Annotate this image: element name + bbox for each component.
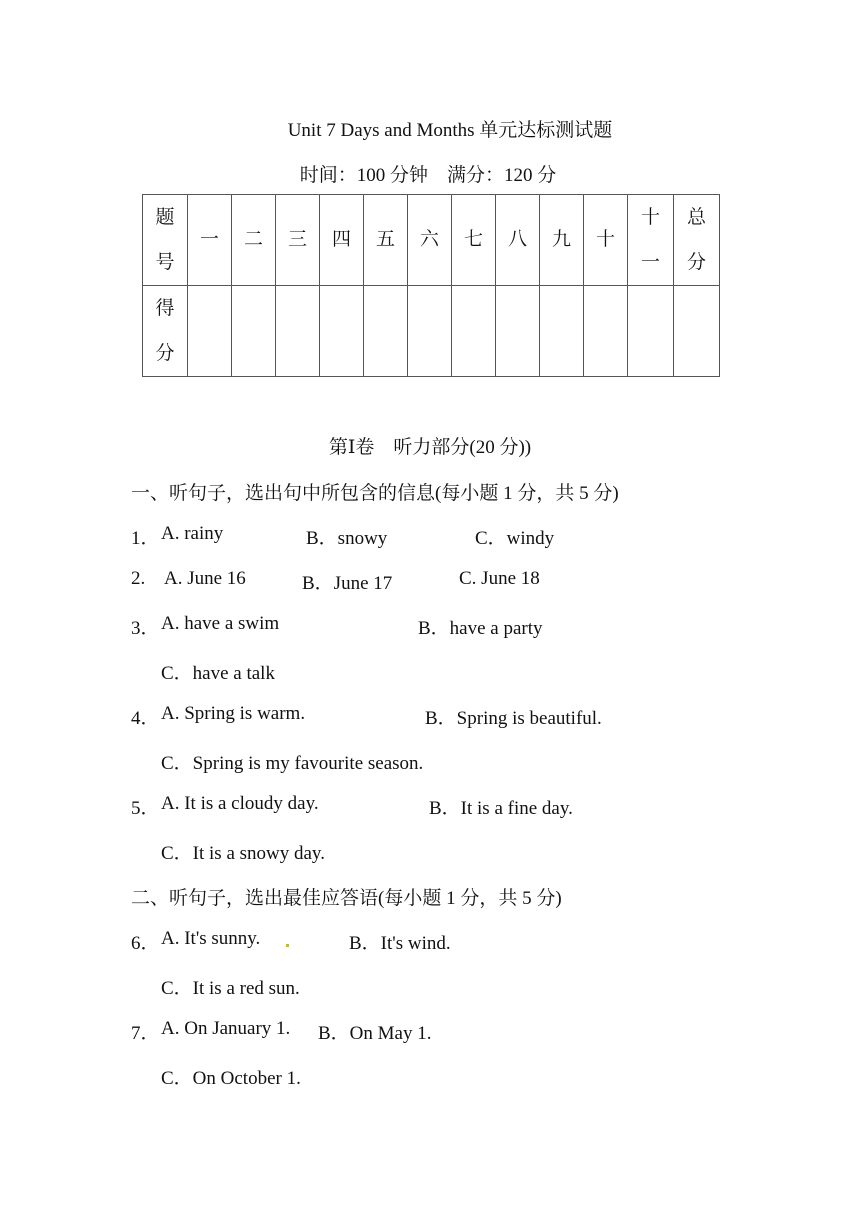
score-cell[interactable] bbox=[628, 286, 674, 377]
column-header: 三 bbox=[276, 195, 320, 286]
question-number: 5． bbox=[131, 798, 160, 819]
option-c: C．Spring is my favourite season. bbox=[161, 753, 424, 774]
option-a: A. On January 1. bbox=[161, 1018, 291, 1039]
option-a: A. have a swim bbox=[161, 613, 280, 634]
section-title: 第Ⅰ卷 听力部分(20 分)) bbox=[328, 437, 532, 458]
column-header: 一 bbox=[188, 195, 232, 286]
option-b: B．snowy bbox=[306, 528, 388, 549]
score-cell[interactable] bbox=[188, 286, 232, 377]
table-row bbox=[143, 195, 720, 286]
column-header: 七 bbox=[452, 195, 496, 286]
question-number: 2. bbox=[131, 568, 146, 589]
row-label-cell bbox=[143, 286, 188, 377]
table-row bbox=[143, 286, 720, 377]
option-b: B．have a party bbox=[418, 618, 543, 639]
column-header-total bbox=[674, 195, 720, 286]
cell-char: 一 bbox=[640, 252, 660, 273]
column-header: 十 bbox=[584, 195, 628, 286]
option-b: B．It's wind. bbox=[349, 933, 451, 954]
option-a: A. rainy bbox=[161, 523, 224, 544]
cell-char: 十 bbox=[640, 207, 660, 228]
column-header: 五 bbox=[364, 195, 408, 286]
option-a: A. June 16 bbox=[164, 568, 246, 589]
option-c: C．On October 1. bbox=[161, 1068, 301, 1089]
option-c: C．It is a snowy day. bbox=[161, 843, 325, 864]
exam-info: 时间：100 分钟 满分：120 分 bbox=[299, 165, 557, 186]
cell-char: 分 bbox=[155, 343, 175, 364]
cell-char: 号 bbox=[155, 252, 175, 273]
option-b: B．Spring is beautiful. bbox=[425, 708, 602, 729]
question-number: 3． bbox=[131, 618, 160, 639]
option-c: C．It is a red sun. bbox=[161, 978, 300, 999]
option-a: A. It is a cloudy day. bbox=[161, 793, 319, 814]
option-c: C．windy bbox=[475, 528, 555, 549]
cell-char: 总 bbox=[686, 207, 706, 228]
page-title: Unit 7 Days and Months 单元达标测试题 bbox=[287, 120, 613, 141]
score-cell[interactable] bbox=[584, 286, 628, 377]
score-cell[interactable] bbox=[364, 286, 408, 377]
option-c: C．have a talk bbox=[161, 663, 275, 684]
column-header bbox=[628, 195, 674, 286]
option-a: A. Spring is warm. bbox=[161, 703, 306, 724]
option-b: B．It is a fine day. bbox=[429, 798, 573, 819]
score-cell[interactable] bbox=[232, 286, 276, 377]
cell-char: 分 bbox=[686, 252, 706, 273]
question-number: 4． bbox=[131, 708, 160, 729]
score-cell[interactable] bbox=[496, 286, 540, 377]
column-header: 六 bbox=[408, 195, 452, 286]
question-number: 7． bbox=[131, 1023, 160, 1044]
option-c: C. June 18 bbox=[459, 568, 540, 589]
score-table bbox=[142, 194, 720, 377]
cell-char: 题 bbox=[155, 207, 175, 228]
column-header: 四 bbox=[320, 195, 364, 286]
part-1-heading: 一、听句子，选出句中所包含的信息(每小题 1 分，共 5 分) bbox=[131, 483, 619, 504]
row-label-cell bbox=[143, 195, 188, 286]
score-cell[interactable] bbox=[452, 286, 496, 377]
score-cell[interactable] bbox=[674, 286, 720, 377]
option-b: B．June 17 bbox=[302, 573, 393, 594]
column-header: 八 bbox=[496, 195, 540, 286]
part-2-heading: 二、听句子，选出最佳应答语(每小题 1 分，共 5 分) bbox=[131, 888, 562, 909]
score-cell[interactable] bbox=[276, 286, 320, 377]
column-header: 九 bbox=[540, 195, 584, 286]
option-a: A. It's sunny. bbox=[161, 928, 261, 949]
cell-char: 得 bbox=[155, 298, 175, 319]
score-cell[interactable] bbox=[408, 286, 452, 377]
stray-mark bbox=[286, 944, 289, 947]
option-b: B．On May 1. bbox=[318, 1023, 432, 1044]
question-number: 6． bbox=[131, 933, 160, 954]
column-header: 二 bbox=[232, 195, 276, 286]
question-number: 1． bbox=[131, 528, 160, 549]
score-cell[interactable] bbox=[320, 286, 364, 377]
score-cell[interactable] bbox=[540, 286, 584, 377]
